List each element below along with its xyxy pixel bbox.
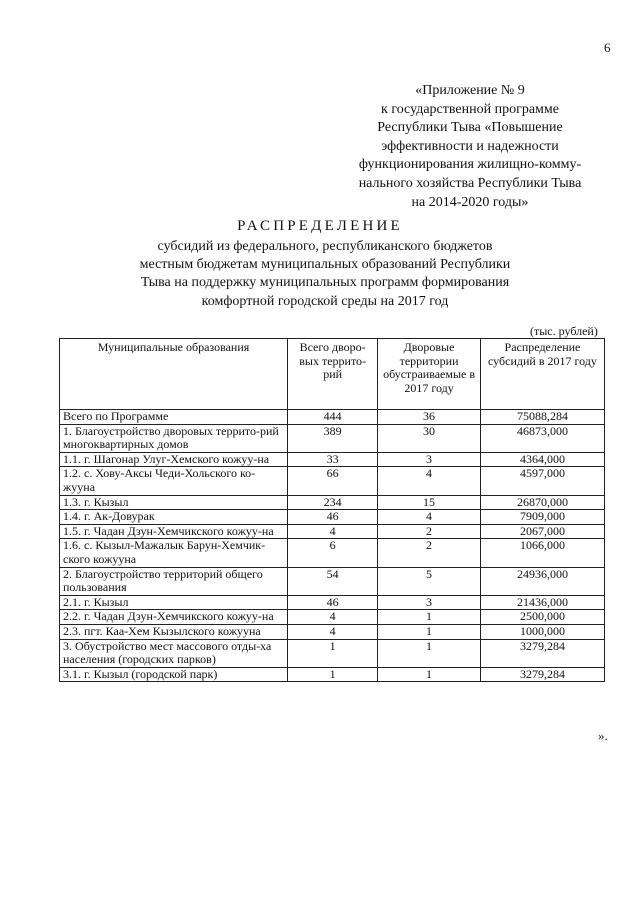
cell-yards-2017: 3 [378, 452, 481, 467]
cell-total-yards: 444 [288, 410, 378, 425]
subtitle-line: местным бюджетам муниципальных образований Республики [139, 257, 511, 273]
cell-total-yards: 66 [288, 467, 378, 495]
cell-total-yards: 1 [288, 667, 378, 682]
cell-total-yards: 4 [288, 610, 378, 625]
appendix-header [340, 82, 600, 212]
appendix-line: «Приложение № 9 [415, 83, 525, 98]
cell-yards-2017: 3 [378, 595, 481, 610]
cell-total-yards: 4 [288, 524, 378, 539]
cell-subsidy-2017: 26870,000 [480, 495, 604, 510]
cell-yards-2017: 2 [378, 539, 481, 567]
cell-subsidy-2017: 2500,000 [480, 610, 604, 625]
table-row [60, 495, 605, 510]
appendix-line: эффективности и надежности [381, 138, 559, 154]
table-row [60, 667, 605, 682]
cell-total-yards: 1 [288, 639, 378, 667]
cell-yards-2017: 4 [378, 510, 481, 525]
appendix-line: функционирования жилищно-комму- [358, 157, 582, 173]
header-total-yards: Всего дворо-вых террито-рий [288, 339, 378, 410]
cell-yards-2017: 5 [378, 567, 481, 595]
cell-yards-2017: 2 [378, 524, 481, 539]
cell-total-yards: 54 [288, 567, 378, 595]
cell-municipality: 3. Обустройство мест массового отды-ха населения (городских парков) [60, 639, 288, 667]
cell-municipality: 1. Благоустройство дворовых террито-рий многоквартирных домов [60, 424, 288, 452]
table-row [60, 595, 605, 610]
units-note: (тыс. рублей) [530, 324, 598, 338]
header-subsidy-2017: Распределение субсидий в 2017 году [480, 339, 604, 410]
cell-total-yards: 389 [288, 424, 378, 452]
table-row [60, 639, 605, 667]
closing-quote: ». [598, 728, 608, 743]
cell-municipality: 1.2. с. Хову-Аксы Чеди-Хольского ко-жууна [60, 467, 288, 495]
cell-total-yards: 234 [288, 495, 378, 510]
cell-municipality: Всего по Программе [60, 410, 288, 425]
cell-yards-2017: 4 [378, 467, 481, 495]
table-row [60, 452, 605, 467]
document-title: РАСПРЕДЕЛЕНИЕ [237, 218, 403, 234]
subsidy-table [59, 338, 605, 682]
cell-municipality: 2.2. г. Чадан Дзун-Хемчикского кожуу-на [60, 610, 288, 625]
subtitle-line: субсидий из федерального, республиканского бюджетов [157, 239, 493, 254]
cell-municipality: 1.6. с. Кызыл-Мажалык Барун-Хемчик-ского кожууна [60, 539, 288, 567]
cell-subsidy-2017: 4364,000 [480, 452, 604, 467]
cell-yards-2017: 15 [378, 495, 481, 510]
cell-subsidy-2017: 3279,284 [480, 639, 604, 667]
cell-municipality: 1.5. г. Чадан Дзун-Хемчикского кожуу-на [60, 524, 288, 539]
subtitle-line: комфортной городской среды на 2017 год [201, 293, 449, 309]
table-header-row [60, 339, 605, 410]
cell-subsidy-2017: 1066,000 [480, 539, 604, 567]
cell-subsidy-2017: 7909,000 [480, 510, 604, 525]
table-row [60, 510, 605, 525]
cell-municipality: 2.1. г. Кызыл [60, 595, 288, 610]
cell-total-yards: 33 [288, 452, 378, 467]
table-row [60, 467, 605, 495]
cell-subsidy-2017: 4597,000 [480, 467, 604, 495]
cell-municipality: 2.3. пгт. Каа-Хем Кызылского кожууна [60, 624, 288, 639]
cell-yards-2017: 1 [378, 610, 481, 625]
cell-municipality: 2. Благоустройство территорий общего пользования [60, 567, 288, 595]
cell-subsidy-2017: 21436,000 [480, 595, 604, 610]
table-row [60, 624, 605, 639]
subtitle-line: Тыва на поддержку муниципальных программ формирования [140, 275, 510, 291]
cell-municipality: 1.1. г. Шагонар Улуг-Хемского кожуу-на [60, 452, 288, 467]
document-subtitle [100, 238, 550, 311]
cell-yards-2017: 1 [378, 624, 481, 639]
appendix-line: к государственной программе [381, 101, 559, 117]
appendix-line: на 2014-2020 годы» [411, 194, 529, 210]
table-row [60, 424, 605, 452]
cell-municipality: 1.3. г. Кызыл [60, 495, 288, 510]
cell-subsidy-2017: 2067,000 [480, 524, 604, 539]
cell-total-yards: 46 [288, 510, 378, 525]
cell-municipality: 1.4. г. Ак-Довурак [60, 510, 288, 525]
table-row [60, 539, 605, 567]
page-number: 6 [604, 40, 611, 55]
cell-subsidy-2017: 1000,000 [480, 624, 604, 639]
cell-subsidy-2017: 75088,284 [480, 410, 604, 425]
table-row [60, 567, 605, 595]
appendix-line: нального хозяйства Республики Тыва [358, 175, 582, 191]
table-row [60, 410, 605, 425]
cell-yards-2017: 30 [378, 424, 481, 452]
table-row [60, 524, 605, 539]
cell-total-yards: 4 [288, 624, 378, 639]
table-row [60, 610, 605, 625]
cell-yards-2017: 1 [378, 639, 481, 667]
cell-subsidy-2017: 24936,000 [480, 567, 604, 595]
cell-yards-2017: 1 [378, 667, 481, 682]
cell-total-yards: 6 [288, 539, 378, 567]
header-yards-2017: Дворовые территории обустраиваемые в 2017 году [378, 339, 481, 410]
cell-yards-2017: 36 [378, 410, 481, 425]
appendix-line: Республики Тыва «Повышение [377, 120, 563, 136]
cell-municipality: 3.1. г. Кызыл (городской парк) [60, 667, 288, 682]
cell-total-yards: 46 [288, 595, 378, 610]
cell-subsidy-2017: 3279,284 [480, 667, 604, 682]
header-municipality: Муниципальные образования [60, 339, 288, 410]
table-body [60, 410, 605, 682]
cell-subsidy-2017: 46873,000 [480, 424, 604, 452]
